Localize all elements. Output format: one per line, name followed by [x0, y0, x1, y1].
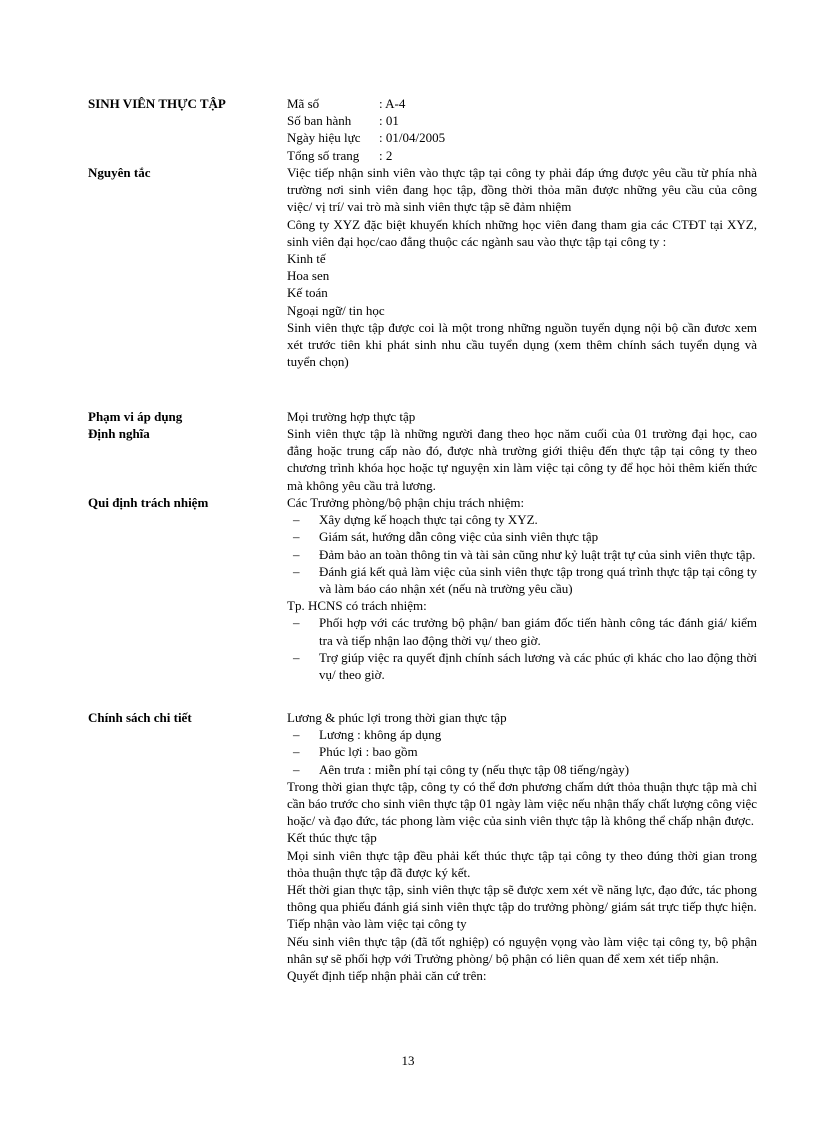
section-content	[287, 408, 757, 425]
list-item	[287, 761, 757, 778]
dash-bullet: –	[293, 744, 300, 760]
paragraph: Mọi sinh viên thực tập đều phải kết thúc thực tập tại công ty theo đúng thời gian trong thỏa thuận thực tập đã được ký kết.	[287, 847, 757, 880]
meta-value: : 2	[379, 147, 393, 163]
page-number: 13	[401, 1053, 415, 1068]
paragraph: Sinh viên thực tập là những người đang theo học năm cuối của 01 trường đại học, cao đẳng hoặc trung cấp nào đó, được nhà trường giới thiệu đến thực tập tại công ty theo chương trình khóa học hoặc tự nguyện xin làm việc tại công ty để học hỏi thêm kiến thức mà không yêu cầu trả lương.	[287, 426, 757, 493]
meta-key: Số ban hành	[287, 113, 352, 129]
paragraph: Mọi trường hợp thực tập	[287, 409, 416, 424]
dash-bullet: –	[293, 563, 300, 579]
list-item-text: Phúc lợi : bao gồm	[319, 744, 418, 760]
subheading: Kết thúc thực tập	[287, 830, 377, 846]
meta-key: Ngày hiệu lực	[287, 130, 361, 146]
list-item-text: Trợ giúp việc ra quyết định chính sách lương và các phúc ợi khác cho lao động thời vụ/ theo giờ.	[319, 649, 757, 683]
section-content	[287, 425, 757, 494]
meta-tong-so-trang	[287, 147, 757, 164]
dash-bullet: –	[293, 546, 300, 562]
paragraph: Các Trưởng phòng/bộ phận chịu trách nhiệm:	[287, 495, 525, 510]
meta-ngay-hieu-luc	[287, 129, 757, 146]
section-label: Phạm vi áp dụng	[88, 409, 183, 424]
section-label: Chính sách chi tiết	[88, 710, 192, 725]
meta-key: Mã số	[287, 96, 320, 111]
field-item: Hoa sen	[287, 268, 330, 284]
list-item-text: Lương : không áp dụng	[319, 727, 442, 743]
section-label: Nguyên tắc	[88, 165, 151, 180]
paragraph: Việc tiếp nhận sinh viên vào thực tập tại công ty phải đáp ứng được yêu cầu từ phía nhà trường nơi sinh viên đang học tập, đồng thời thỏa mãn được những yêu cầu của công việc/ vị trí/ vai trò mà sinh viên thực tập sẽ đảm nhiệm	[287, 165, 757, 215]
list-item	[287, 511, 757, 528]
document-meta	[287, 95, 757, 164]
list-item-text: Aên trưa : miễn phí tại công ty (nếu thực tập 08 tiếng/ngày)	[319, 761, 630, 777]
paragraph: Hết thời gian thực tập, sinh viên thực tập sẽ được xem xét về năng lực, đạo đức, tác phong thông qua phiếu đánh giá sinh viên thực tập do trưởng phòng/ giám sát trực tiếp thực hiện.	[287, 882, 757, 915]
field-item: Kế toán	[287, 285, 328, 301]
dash-bullet: –	[293, 727, 300, 743]
section-content	[287, 164, 757, 370]
subheading: Tiếp nhận vào làm việc tại công ty	[287, 916, 467, 932]
section-content	[287, 494, 757, 683]
meta-value: : 01/04/2005	[379, 130, 446, 146]
meta-key: Tổng số trang	[287, 147, 360, 163]
meta-ma-so	[287, 95, 757, 112]
list-item	[287, 546, 757, 563]
paragraph: Nếu sinh viên thực tập (đã tốt nghiệp) có nguyện vọng vào làm việc tại công ty, bộ phận nhân sự sẽ phối hợp với Trưởng phòng/ bộ phận có liên quan để xem xét tiếp nhận.	[287, 933, 757, 966]
list-item-text: Phối hợp với các trưởng bộ phận/ ban giám đốc tiến hành công tác đánh giá/ kiểm tra và tiếp nhận lao động thời vụ/ theo giờ.	[319, 615, 757, 648]
list-item	[287, 726, 757, 743]
list-item	[287, 614, 757, 648]
list-item	[287, 563, 757, 597]
dash-bullet: –	[293, 512, 300, 528]
paragraph: Lương & phúc lợi trong thời gian thực tập	[287, 710, 507, 725]
list-item	[287, 528, 757, 545]
list-item-text: Xây dựng kế hoạch thực tại công ty XYZ.	[319, 512, 538, 528]
section-label: Qui định trách nhiệm	[88, 495, 209, 510]
dash-bullet: –	[293, 615, 300, 631]
meta-value: : 01	[379, 113, 399, 129]
list-item-text: Đánh giá kết quả làm việc của sinh viên thực tập trong quá trình thực tập tại công ty và làm báo cáo nhận xét (nếu nà trường yêu cầu)	[319, 563, 757, 597]
meta-value: : A-4	[379, 96, 406, 111]
paragraph: Quyết định tiếp nhận phải căn cứ trên:	[287, 968, 487, 984]
dash-bullet: –	[293, 761, 300, 777]
dash-bullet: –	[293, 649, 300, 665]
field-item: Kinh tế	[287, 251, 326, 267]
list-item-text: Giám sát, hướng dẫn công việc của sinh viên thực tập	[319, 529, 599, 545]
list-item	[287, 743, 757, 760]
field-item: Ngoại ngữ/ tin học	[287, 302, 385, 318]
paragraph: Tp. HCNS có trách nhiệm:	[287, 598, 427, 614]
paragraph: Sinh viên thực tập được coi là một trong những nguồn tuyển dụng nội bộ cần đươc xem xét trước tiên khi phát sinh nhu cầu tuyển dụng (xem thêm chính sách tuyển dụng và tuyển chọn)	[287, 319, 757, 370]
document-title: SINH VIÊN THỰC TẬP	[88, 96, 226, 111]
list-item	[287, 649, 757, 683]
meta-so-ban-hanh	[287, 112, 757, 129]
paragraph: Trong thời gian thực tập, công ty có thể đơn phương chấm dứt thỏa thuận thực tập mà chỉ cần báo trước cho sinh viên thực tập 01 ngày làm việc nếu nhận thấy chất lượng công việc hoặc/ và đạo đức, tác phong làm việc của sinh viên thực tập là không thể chấp nhận được.	[287, 778, 757, 829]
list-item-text: Đảm bảo an toàn thông tin và tài sản cũng như kỷ luật trật tự của sinh viên thực tập.	[319, 546, 756, 562]
section-content	[287, 709, 757, 984]
paragraph: Công ty XYZ đặc biệt khuyến khích những học viên đang tham gia các CTĐT tại XYZ, sinh viên đại học/cao đẳng thuộc các ngành sau vào thực tập tại công ty :	[287, 216, 757, 249]
section-label: Định nghĩa	[88, 426, 150, 441]
dash-bullet: –	[293, 529, 300, 545]
